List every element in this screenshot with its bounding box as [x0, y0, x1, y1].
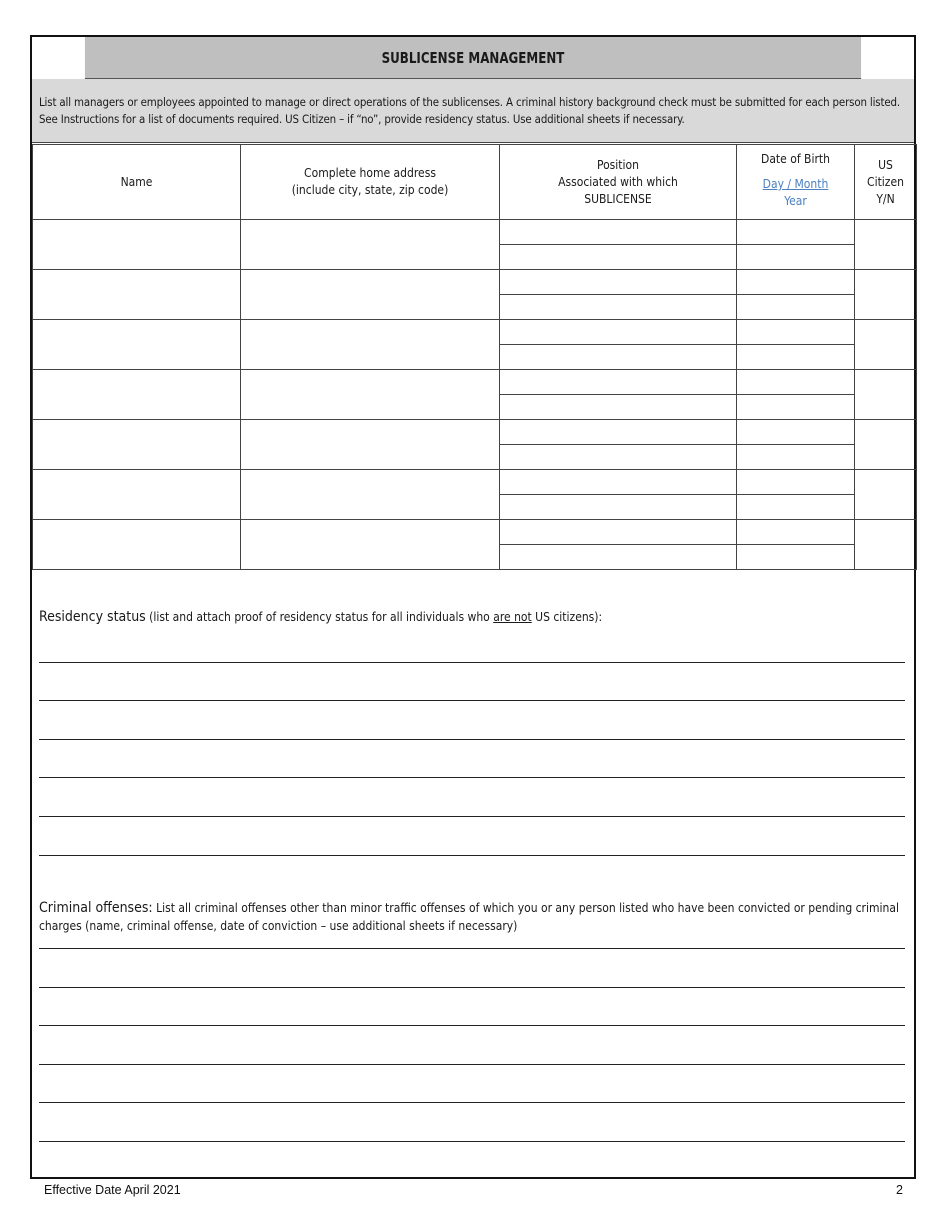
table-row	[33, 520, 917, 545]
address-cell[interactable]	[241, 320, 500, 370]
table-header-row	[33, 145, 917, 220]
position-cell[interactable]	[500, 245, 737, 270]
effective-date: Effective Date April 2021	[44, 1183, 181, 1197]
residency-line[interactable]	[39, 855, 905, 856]
name-cell[interactable]	[33, 420, 241, 470]
header-position: Position Associated with which SUBLICENSE	[500, 145, 737, 220]
address-cell[interactable]	[241, 470, 500, 520]
table-row	[33, 420, 917, 445]
residency-line[interactable]	[39, 739, 905, 740]
name-cell[interactable]	[33, 470, 241, 520]
dob-cell[interactable]	[737, 345, 855, 370]
position-cell[interactable]	[500, 320, 737, 345]
address-cell[interactable]	[241, 270, 500, 320]
dob-cell[interactable]	[737, 495, 855, 520]
table-row	[33, 320, 917, 345]
position-cell[interactable]	[500, 545, 737, 570]
form-frame	[30, 35, 916, 1179]
dob-cell[interactable]	[737, 270, 855, 295]
position-cell[interactable]	[500, 395, 737, 420]
address-cell[interactable]	[241, 520, 500, 570]
table-row	[33, 220, 917, 245]
position-cell[interactable]	[500, 370, 737, 395]
address-cell[interactable]	[241, 370, 500, 420]
residency-line[interactable]	[39, 700, 905, 701]
dob-cell[interactable]	[737, 545, 855, 570]
dob-cell[interactable]	[737, 245, 855, 270]
name-cell[interactable]	[33, 270, 241, 320]
dob-cell[interactable]	[737, 295, 855, 320]
criminal-offense-line[interactable]	[39, 1064, 905, 1065]
header-date-of-birth: Date of Birth Day / Month Year	[737, 145, 855, 220]
dob-cell[interactable]	[737, 470, 855, 495]
dob-cell[interactable]	[737, 520, 855, 545]
managers-table	[32, 144, 917, 570]
us-citizen-cell[interactable]	[855, 320, 917, 370]
criminal-offense-line[interactable]	[39, 1102, 905, 1103]
position-cell[interactable]	[500, 470, 737, 495]
us-citizen-cell[interactable]	[855, 370, 917, 420]
section-title-bar	[85, 37, 861, 79]
page-number: 2	[896, 1183, 903, 1197]
residency-status-label: Residency status (list and attach proof of residency status for all individuals who are not US citizens):	[39, 609, 603, 625]
position-cell[interactable]	[500, 270, 737, 295]
header-address: Complete home address (include city, state, zip code)	[241, 145, 500, 220]
residency-line[interactable]	[39, 662, 905, 663]
dob-format-year: Year	[784, 194, 807, 208]
us-citizen-cell[interactable]	[855, 270, 917, 320]
name-cell[interactable]	[33, 320, 241, 370]
residency-line[interactable]	[39, 816, 905, 817]
criminal-offense-line[interactable]	[39, 1141, 905, 1142]
table-row	[33, 370, 917, 395]
address-cell[interactable]	[241, 420, 500, 470]
position-cell[interactable]	[500, 345, 737, 370]
dob-cell[interactable]	[737, 395, 855, 420]
position-cell[interactable]	[500, 295, 737, 320]
criminal-offense-line[interactable]	[39, 987, 905, 988]
dob-format-day-month: Day / Month	[762, 177, 829, 191]
position-cell[interactable]	[500, 520, 737, 545]
dob-cell[interactable]	[737, 420, 855, 445]
us-citizen-cell[interactable]	[855, 420, 917, 470]
position-cell[interactable]	[500, 420, 737, 445]
table-body	[33, 220, 917, 570]
criminal-offenses-label: Criminal offenses: List all criminal offenses other than minor traffic offenses of which you or any person listed who have been convicted or pending criminal charges (name, criminal offense, date of conviction – use additional sheets if necessary)	[39, 900, 899, 933]
dob-cell[interactable]	[737, 320, 855, 345]
dob-cell[interactable]	[737, 445, 855, 470]
address-cell[interactable]	[241, 220, 500, 270]
us-citizen-cell[interactable]	[855, 470, 917, 520]
form-title: SUBLICENSE MANAGEMENT	[381, 48, 565, 67]
name-cell[interactable]	[33, 520, 241, 570]
residency-line[interactable]	[39, 777, 905, 778]
position-cell[interactable]	[500, 445, 737, 470]
position-cell[interactable]	[500, 495, 737, 520]
table-row	[33, 470, 917, 495]
dob-cell[interactable]	[737, 220, 855, 245]
instructions-text: List all managers or employees appointed to manage or direct operations of the sublicenses. A criminal history background check must be submitted for each person listed. See Instructions for a list of documents required. US Citizen – if “no”, provide residency status. Use additional sheets if necessary.	[32, 79, 914, 143]
name-cell[interactable]	[33, 220, 241, 270]
table-row	[33, 270, 917, 295]
header-name: Name	[33, 145, 241, 220]
us-citizen-cell[interactable]	[855, 220, 917, 270]
name-cell[interactable]	[33, 370, 241, 420]
dob-cell[interactable]	[737, 370, 855, 395]
criminal-offense-line[interactable]	[39, 1025, 905, 1026]
us-citizen-cell[interactable]	[855, 520, 917, 570]
position-cell[interactable]	[500, 220, 737, 245]
criminal-offense-line[interactable]	[39, 948, 905, 949]
header-us-citizen: US Citizen Y/N	[855, 145, 917, 220]
